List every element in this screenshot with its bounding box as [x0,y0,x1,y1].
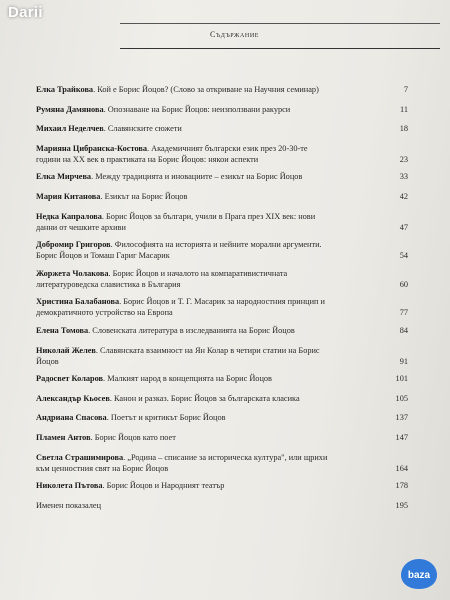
toc-page-number: 11 [400,104,408,114]
toc-entry [36,143,408,165]
toc-entry-line [36,154,408,165]
toc-entry-line [36,480,408,491]
toc-entry-line [36,307,408,318]
toc-entry-line [36,393,408,404]
toc-author: Жоржета Чолакова [36,268,109,278]
toc-entry [36,393,408,404]
toc-entry-line [36,211,408,222]
toc-author: Светла Страшимирова [36,452,124,462]
toc-title: . Борис Йоцов и Т. Г. Масарик за народностния принцип и [119,297,325,307]
toc-entry [36,211,408,233]
toc-author: Румяна Дамянова [36,104,104,114]
toc-entry [36,325,408,336]
toc-title: . Борис Йоцов за българи, учили в Прага през XIX век: нови [101,211,316,221]
toc-entry [36,480,408,491]
toc-entry [36,373,408,384]
toc-title: . Кой е Борис Йоцов? (Слово за откриване на Научния семинар) [93,85,319,94]
svg-text:baza: baza [407,570,431,581]
toc-title: Йоцов [36,356,59,366]
toc-entry-line [36,463,408,474]
toc-page-number: 77 [399,308,408,318]
toc-page-number: 84 [399,325,408,335]
toc-entry-line [36,123,408,134]
toc-title: литературоведска славистика в България [36,279,181,289]
toc-title: . Борис Йоцов и Народният театър [102,481,225,491]
toc-author: Мария Китанова [36,191,101,201]
toc-entry [36,432,408,443]
toc-title: . „Родина – списание за историческа култура", или щрихи [123,452,328,462]
toc-author: Николета Пътова [36,481,103,491]
toc-entry-line [36,191,408,202]
toc-entry [36,171,408,182]
toc-entry-line [36,250,408,261]
toc-author: Добромир Григоров [36,240,111,250]
toc-entry-line [36,296,408,307]
toc-entry-line [36,412,408,423]
toc-title: . Славянските сюжети [103,124,182,134]
toc-entry-line [36,171,408,182]
toc-entry-line [36,84,408,95]
toc-title: . Поетът и критикът Борис Йоцов [106,413,226,423]
toc-entry-line [36,345,408,356]
toc-author: Пламен Антов [36,432,91,442]
toc-page-number: 105 [395,393,408,403]
toc-author: Недка Капралова [36,211,102,221]
toc-entry-line [36,104,408,115]
toc-title: . Канон и разказ. Борис Йоцов за българската класика [109,393,300,403]
toc-title: . Славянската взаимност на Ян Колар в четири статии на Борис [95,345,320,355]
toc-title: . Малкият народ в концепцията на Борис Йоцов [103,374,272,384]
toc-page-number: 178 [395,481,408,491]
toc-title: . Словенската литература в изследванията на Борис Йоцов [88,325,295,335]
toc-entry-line [36,279,408,290]
watermark-logo: Darii [8,4,43,21]
toc-page-number: 137 [395,413,408,423]
header-rule-top [120,23,440,24]
toc-author: Христина Балабанова [36,297,120,307]
toc-entry-line [36,239,408,250]
toc-page-number: 101 [395,374,408,384]
toc-author: Радосвет Коларов [36,374,104,384]
toc-entry-line [36,325,408,336]
toc-title: Борис Йоцов и Томаш Гариг Масарик [36,251,170,261]
toc-entry [36,412,408,423]
toc-entry [36,123,408,134]
toc-page-number: 47 [399,222,408,232]
table-of-contents [36,84,408,519]
toc-entry-line [36,356,408,367]
toc-entry-line [36,373,408,384]
toc-page-number: 91 [399,356,408,366]
toc-title: към ценностния свят на Борис Йоцов [36,463,169,473]
toc-title: данни от чешките архиви [36,222,126,232]
toc-page-number: 164 [395,463,408,473]
toc-entry-line [36,222,408,233]
toc-author: Михаил Неделчев [36,124,104,134]
toc-entry-line [36,143,408,154]
header-rule-bottom [120,48,440,49]
toc-entry [36,104,408,115]
toc-title: демократичното устройство на Европа [36,308,173,318]
toc-entry [36,84,408,95]
toc-entry-line [36,452,408,463]
toc-author: Александър Кьосев [36,393,110,403]
toc-entry [36,296,408,318]
toc-author: Елка Мирчева [36,172,92,182]
toc-author: Марияна Цибранска-Костова [36,143,148,153]
toc-entry [36,191,408,202]
toc-title: Именен показалец [36,500,102,510]
toc-page-number: 33 [399,172,408,182]
toc-author: Андриана Спасова [36,413,107,423]
toc-page-number: 7 [403,85,408,94]
toc-page-number: 23 [399,154,408,164]
toc-entry [36,345,408,367]
toc-entry [36,239,408,261]
toc-page-number: 195 [395,500,408,510]
page-header-title: Съдържание [210,30,260,39]
toc-page-number: 42 [399,191,408,201]
toc-entry [36,452,408,474]
toc-page-number: 18 [399,124,408,134]
toc-author: Елена Томова [36,325,89,335]
toc-entry-line [36,432,408,443]
toc-title: . Философията на историята и нейните морални аргументи. [110,240,322,250]
toc-title: . Езикът на Борис Йоцов [100,191,188,201]
toc-author: Николай Желев [36,345,96,355]
toc-title: . Борис Йоцов като поет [90,432,176,442]
toc-page-number: 60 [399,279,408,289]
toc-title: . Борис Йоцов и началото на компаративистичната [108,268,288,278]
toc-entry-line [36,500,408,511]
toc-title: . Между традицията и иновациите – езикът на Борис Йоцов [91,172,303,182]
toc-title: . Опознаване на Борис Йоцов: неизползвани ракурси [103,104,291,114]
toc-entry [36,268,408,290]
toc-author: Елка Трайкова [36,85,94,94]
toc-title: . Академичният български език през 20-30-те [147,143,308,153]
toc-title: години на XX век в практиката на Борис Йоцов: някои аспекти [36,154,259,164]
toc-entry [36,500,408,511]
toc-page-number: 147 [395,432,408,442]
toc-entry-line [36,268,408,279]
toc-page-number: 54 [399,251,408,261]
watermark-badge-icon [396,556,442,592]
